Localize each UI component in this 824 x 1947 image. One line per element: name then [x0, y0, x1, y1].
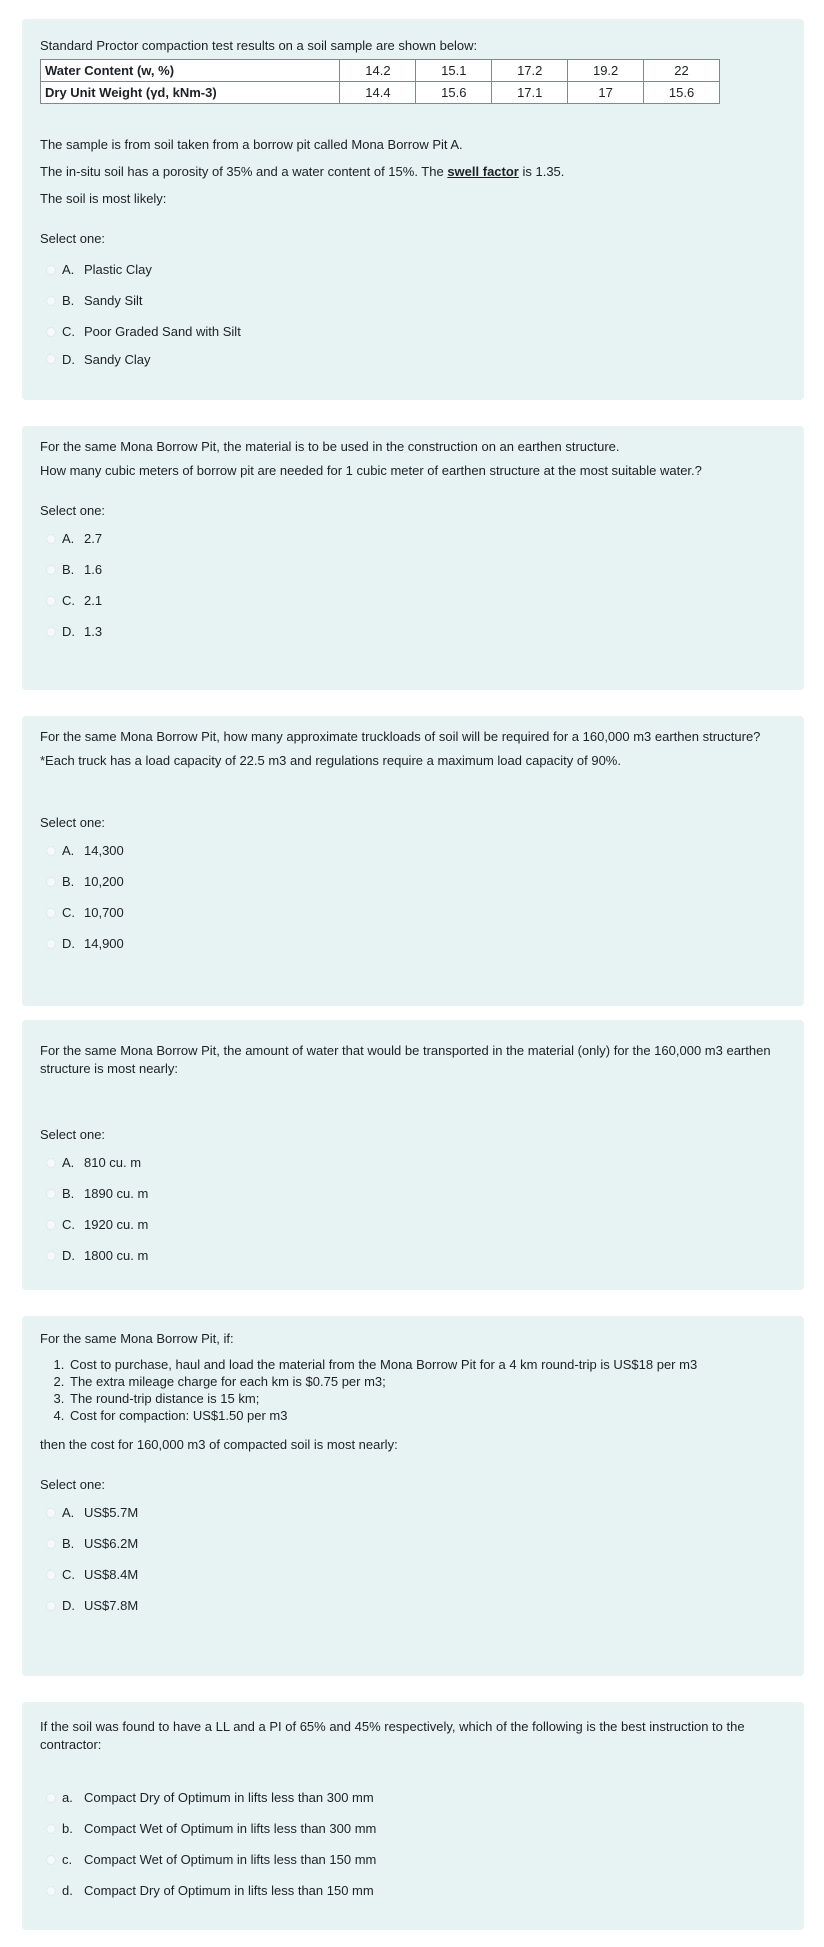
- question-1-text-part: The in-situ soil has a porosity of 35% and a water content of 15%. The: [40, 164, 448, 179]
- option-text: 1920 cu. m: [84, 1217, 149, 1232]
- answer-option[interactable]: [40, 1528, 786, 1559]
- question-1-text: [40, 163, 786, 181]
- table-row: [41, 60, 720, 82]
- option-text: Compact Dry of Optimum in lifts less than 150 mm: [84, 1883, 374, 1898]
- select-one-prompt: Select one:: [40, 815, 106, 830]
- option-letter: c.: [62, 1852, 73, 1867]
- option-text: Compact Wet of Optimum in lifts less than 300 mm: [84, 1821, 377, 1836]
- answer-option[interactable]: [40, 1813, 786, 1844]
- option-letter: A.: [62, 262, 75, 277]
- list-item: 1. Cost to purchase, haul and load the material from the Mona Borrow Pit for a 4 km round-trip is US$18 per m3: [68, 1356, 768, 1373]
- option-text: US$7.8M: [84, 1598, 139, 1613]
- option-text: Sandy Clay: [84, 351, 151, 367]
- radio-button[interactable]: [46, 354, 56, 364]
- option-letter: C.: [62, 593, 75, 608]
- radio-button[interactable]: [46, 1251, 56, 1261]
- option-letter: D.: [62, 351, 75, 367]
- dry-unit-weight-label: [41, 82, 340, 104]
- water-content-label: Water Content (w, %): [41, 60, 340, 82]
- option-letter: B.: [62, 293, 75, 308]
- option-letter: C.: [62, 1217, 75, 1232]
- question-2-text: For the same Mona Borrow Pit, the material is to be used in the construction on an earthen structure.: [40, 439, 620, 454]
- answer-option[interactable]: [40, 1178, 786, 1209]
- radio-button[interactable]: [46, 1601, 56, 1611]
- proctor-results-table: [40, 59, 720, 104]
- answer-options: [40, 1782, 786, 1906]
- option-letter: D.: [62, 1248, 75, 1263]
- option-text: 1.3: [84, 624, 103, 639]
- radio-button[interactable]: [46, 877, 56, 887]
- option-letter: B.: [62, 874, 75, 889]
- answer-option[interactable]: [40, 1844, 786, 1875]
- option-text: Compact Wet of Optimum in lifts less than 150 mm: [84, 1852, 377, 1867]
- option-text: Plastic Clay: [84, 262, 152, 277]
- option-text: Sandy Silt: [84, 293, 143, 308]
- question-1-text: The sample is from soil taken from a borrow pit called Mona Borrow Pit A.: [40, 137, 463, 152]
- answer-option[interactable]: [40, 897, 786, 928]
- question-card-2: [22, 426, 804, 690]
- question-3-text: *Each truck has a load capacity of 22.5 m3 and regulations require a maximum load capacity of 90%.: [40, 753, 621, 768]
- option-letter: C.: [62, 1567, 75, 1582]
- swell-factor-term: swell factor: [447, 164, 519, 179]
- answer-options: [40, 835, 786, 959]
- answer-option[interactable]: [40, 1147, 786, 1178]
- option-text: Compact Dry of Optimum in lifts less than 300 mm: [84, 1790, 374, 1805]
- answer-option[interactable]: [40, 254, 786, 285]
- answer-option[interactable]: [40, 347, 786, 371]
- option-letter: a.: [62, 1790, 73, 1805]
- question-1-intro: Standard Proctor compaction test results on a soil sample are shown below:: [40, 38, 478, 53]
- question-3-text: For the same Mona Borrow Pit, how many approximate truckloads of soil will be required for a 160,000 m3 earthen structure?: [40, 729, 761, 744]
- option-letter: d.: [62, 1883, 73, 1898]
- radio-button[interactable]: [46, 908, 56, 918]
- answer-option[interactable]: [40, 1240, 786, 1271]
- select-one-prompt: Select one:: [40, 1477, 106, 1492]
- question-4-text: For the same Mona Borrow Pit, the amount of water that would be transported in the material (only) for the 160,000 m3 earthen structure is most nearly:: [40, 1043, 771, 1076]
- option-text: 14,300: [84, 843, 124, 858]
- question-6-text: If the soil was found to have a LL and a PI of 65% and 45% respectively, which of the following is the best instruction to the contractor:: [40, 1719, 745, 1752]
- option-letter: D.: [62, 1598, 75, 1613]
- option-text: 1800 cu. m: [84, 1248, 149, 1263]
- answer-option[interactable]: [40, 616, 786, 647]
- answer-option[interactable]: [40, 1782, 786, 1813]
- radio-button[interactable]: [46, 846, 56, 856]
- table-cell: 17: [568, 82, 644, 104]
- option-letter: D.: [62, 936, 75, 951]
- table-cell: 15.1: [416, 60, 492, 82]
- option-text: 2.1: [84, 593, 103, 608]
- table-cell: 19.2: [568, 60, 644, 82]
- option-text: 810 cu. m: [84, 1155, 142, 1170]
- table-cell: 14.2: [340, 60, 416, 82]
- table-cell: 15.6: [416, 82, 492, 104]
- option-text: 2.7: [84, 531, 103, 546]
- radio-button[interactable]: [46, 1886, 56, 1896]
- dry-unit-weight-label-text: Dry Unit Weight (γd, kNm-3): [45, 85, 217, 100]
- answer-option[interactable]: [40, 1590, 786, 1621]
- answer-options: [40, 1147, 786, 1271]
- select-one-prompt: Select one:: [40, 503, 106, 518]
- question-5-outro: then the cost for 160,000 m3 of compacted soil is most nearly:: [40, 1437, 398, 1452]
- option-letter: C.: [62, 324, 75, 339]
- option-letter: A.: [62, 531, 75, 546]
- radio-button[interactable]: [46, 565, 56, 575]
- list-item: 3. The round-trip distance is 15 km;: [68, 1390, 786, 1407]
- question-2-text: How many cubic meters of borrow pit are needed for 1 cubic meter of earthen structure at the most suitable water.?: [40, 463, 702, 478]
- answer-option[interactable]: [40, 285, 786, 316]
- answer-option[interactable]: [40, 1559, 786, 1590]
- answer-option[interactable]: [40, 835, 786, 866]
- option-letter: A.: [62, 1155, 75, 1170]
- select-one-prompt: Select one:: [40, 1127, 106, 1142]
- table-cell: 22: [644, 60, 720, 82]
- radio-button[interactable]: [46, 627, 56, 637]
- radio-button[interactable]: [46, 265, 56, 275]
- question-card-3: [22, 716, 804, 1006]
- answer-option[interactable]: [40, 554, 786, 585]
- radio-button[interactable]: [46, 939, 56, 949]
- answer-option[interactable]: [40, 585, 786, 616]
- question-card-1: [22, 19, 804, 400]
- option-letter: C.: [62, 905, 75, 920]
- table-cell: 15.6: [644, 82, 720, 104]
- option-text: 1.6: [84, 562, 103, 577]
- answer-option[interactable]: [40, 316, 786, 347]
- answer-option[interactable]: [40, 1209, 786, 1240]
- question-1-text-part: is 1.35.: [518, 164, 565, 179]
- radio-button[interactable]: [46, 1793, 56, 1803]
- answer-options: [40, 1497, 786, 1621]
- answer-option[interactable]: [40, 1497, 786, 1528]
- option-text: 10,200: [84, 874, 124, 889]
- radio-button[interactable]: [46, 1539, 56, 1549]
- radio-button[interactable]: [46, 1824, 56, 1834]
- question-card-4: [22, 1020, 804, 1290]
- answer-option[interactable]: [40, 523, 786, 554]
- answer-option[interactable]: [40, 866, 786, 897]
- select-one-prompt: Select one:: [40, 231, 106, 246]
- radio-button[interactable]: [46, 1855, 56, 1865]
- radio-button[interactable]: [46, 1508, 56, 1518]
- option-letter: B.: [62, 1536, 75, 1551]
- question-card-5: [22, 1316, 804, 1676]
- option-text: 1890 cu. m: [84, 1186, 149, 1201]
- table-row: [41, 82, 720, 104]
- table-cell: 14.4: [340, 82, 416, 104]
- option-letter: A.: [62, 843, 75, 858]
- answer-option[interactable]: [40, 928, 786, 959]
- cost-list: [68, 1356, 786, 1424]
- radio-button[interactable]: [46, 596, 56, 606]
- answer-option[interactable]: [40, 1875, 786, 1906]
- radio-button[interactable]: [46, 1570, 56, 1580]
- radio-button[interactable]: [46, 1158, 56, 1168]
- question-card-6: [22, 1702, 804, 1930]
- option-text: US$8.4M: [84, 1567, 139, 1582]
- answer-options: [40, 254, 786, 371]
- radio-button[interactable]: [46, 534, 56, 544]
- table-cell: 17.1: [492, 82, 568, 104]
- radio-button[interactable]: [46, 1189, 56, 1199]
- answer-options: [40, 523, 786, 647]
- list-item: 2. The extra mileage charge for each km is $0.75 per m3;: [68, 1373, 786, 1390]
- radio-button[interactable]: [46, 296, 56, 306]
- option-letter: B.: [62, 1186, 75, 1201]
- option-text: US$5.7M: [84, 1505, 139, 1520]
- question-1-text: The soil is most likely:: [40, 191, 167, 206]
- radio-button[interactable]: [46, 1220, 56, 1230]
- option-letter: A.: [62, 1505, 75, 1520]
- radio-button[interactable]: [46, 327, 56, 337]
- option-letter: B.: [62, 562, 75, 577]
- option-text: Poor Graded Sand with Silt: [84, 324, 241, 339]
- option-letter: b.: [62, 1821, 73, 1836]
- option-text: US$6.2M: [84, 1536, 139, 1551]
- table-cell: 17.2: [492, 60, 568, 82]
- question-5-intro: For the same Mona Borrow Pit, if:: [40, 1331, 234, 1346]
- option-letter: D.: [62, 624, 75, 639]
- option-text: 10,700: [84, 905, 124, 920]
- option-text: 14,900: [84, 936, 124, 951]
- list-item: 4. Cost for compaction: US$1.50 per m3: [68, 1407, 786, 1424]
